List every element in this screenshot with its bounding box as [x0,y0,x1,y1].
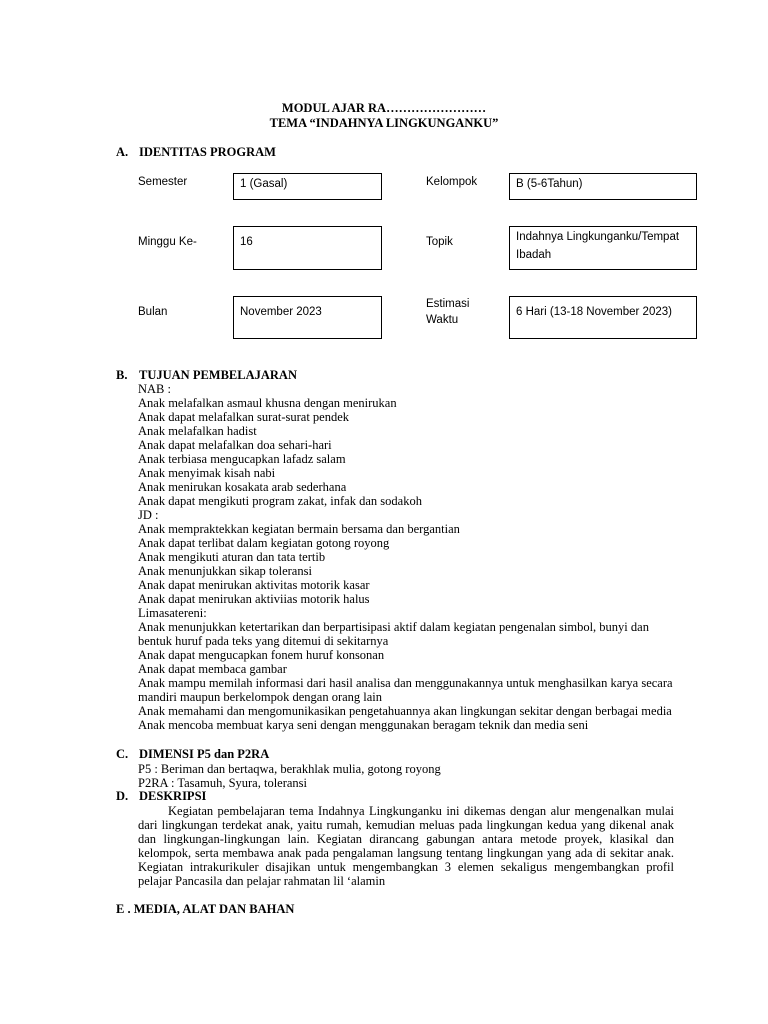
topik-label: Topik [426,236,453,248]
list-item: Anak dapat menirukan aktivitas motorik kasar [138,578,370,592]
section-c-heading [116,747,269,762]
list-item: Anak melafalkan asmaul khusna dengan menirukan [138,396,397,410]
list-item: Anak dapat mengucapkan fonem huruf konsonan [138,648,385,662]
list-item: Anak dapat menirukan aktiviias motorik halus [138,592,370,606]
section-b-number: B. [116,368,128,382]
list-item: Limasatereni: [138,606,207,620]
section-c-number: C. [116,747,129,761]
list-item: Anak mencoba membuat karya seni dengan menggunakan beragam teknik dan media seni [138,718,589,732]
semester-value: 1 (Gasal) [233,173,382,200]
list-item: Anak menirukan kosakata arab sederhana [138,480,347,494]
list-item: Anak mengikuti aturan dan tata tertib [138,550,326,564]
section-c-title: DIMENSI P5 dan P2RA [139,747,270,761]
kelompok-label: Kelompok [426,176,478,188]
list-item: Anak dapat membaca gambar [138,662,287,676]
section-b-title: TUJUAN PEMBELAJARAN [139,368,297,382]
document-title: MODUL AJAR RA…………………… [281,101,487,115]
list-item: Anak dapat melafalkan doa sehari-hari [138,438,332,452]
dimensi-list [138,762,678,790]
tujuan-list [138,382,678,732]
list-item: NAB : [138,382,171,396]
list-item: JD : [138,508,159,522]
section-a-number: A. [116,145,129,159]
deskripsi-paragraph: Kegiatan pembelajaran tema Indahnya Lingkunganku ini dikemas dengan alur mengenalkan mulai dari lingkungan terdekat anak, yaitu rumah, kemudian meluas pada lingkungan kedua yang dikenal anak dan lingkungan-lingkungan lain. Kegiatan dirancang gabungan antara metode proyek, klasikal dan kelompok, serta membawa anak pada pengalaman langsung tentang lingkungan yang ada di sekitar anak. Kegiatan intrakurikuler disajikan untuk mengembangkan 3 elemen sekaligus mengembangkan profil pelajar Pancasila dan pelajar rahmatan lil ‘alamin [138,804,674,888]
list-item: Anak melafalkan hadist [138,424,257,438]
document-theme: TEMA “INDAHNYA LINGKUNGANKU” [269,116,499,130]
section-a-heading [116,145,276,160]
estimasi-value: 6 Hari (13-18 November 2023) [509,296,697,339]
list-item: Anak menyimak kisah nabi [138,466,276,480]
list-item: Anak mampu memilah informasi dari hasil analisa dan menggunakannya untuk menghasilkan karya secara mandiri maupun berkelompok dengan orang lain [138,676,673,704]
semester-label: Semester [138,176,188,188]
minggu-label: Minggu Ke- [138,236,197,248]
dimensi-p5: P5 : Beriman dan bertaqwa, berakhlak mulia, gotong royong [138,762,441,776]
minggu-value: 16 [233,226,382,270]
list-item: Anak dapat terlibat dalam kegiatan gotong royong [138,536,390,550]
section-a-title: IDENTITAS PROGRAM [139,145,276,159]
list-item: Anak dapat mengikuti program zakat, infak dan sodakoh [138,494,422,508]
list-item: Anak menunjukkan sikap toleransi [138,564,312,578]
kelompok-value: B (5-6Tahun) [509,173,697,200]
section-d-heading [116,789,206,804]
section-d-number: D. [116,789,129,803]
list-item: Anak mempraktekkan kegiatan bermain bersama dan bergantian [138,522,460,536]
topik-value: Indahnya Lingkunganku/Tempat Ibadah [509,226,697,270]
list-item: Anak memahami dan mengomunikasikan pengetahuannya akan lingkungan sekitar dengan berbagai media [138,704,672,718]
bulan-value: November 2023 [233,296,382,339]
list-item: Anak terbiasa mengucapkan lafadz salam [138,452,346,466]
bulan-label: Bulan [138,306,168,318]
list-item: Anak menunjukkan ketertarikan dan berpartisipasi aktif dalam kegiatan pengenalan simbol, bunyi dan bentuk huruf pada teks yang ditemui di sekitarnya [138,620,649,648]
estimasi-label: Estimasi Waktu [426,298,470,326]
dimensi-p2ra: P2RA : Tasamuh, Syura, toleransi [138,776,308,790]
list-item: Anak dapat melafalkan surat-surat pendek [138,410,350,424]
section-e-heading: E . MEDIA, ALAT DAN BAHAN [116,902,295,916]
section-b-heading [116,368,297,383]
section-d-title: DESKRIPSI [139,789,207,803]
